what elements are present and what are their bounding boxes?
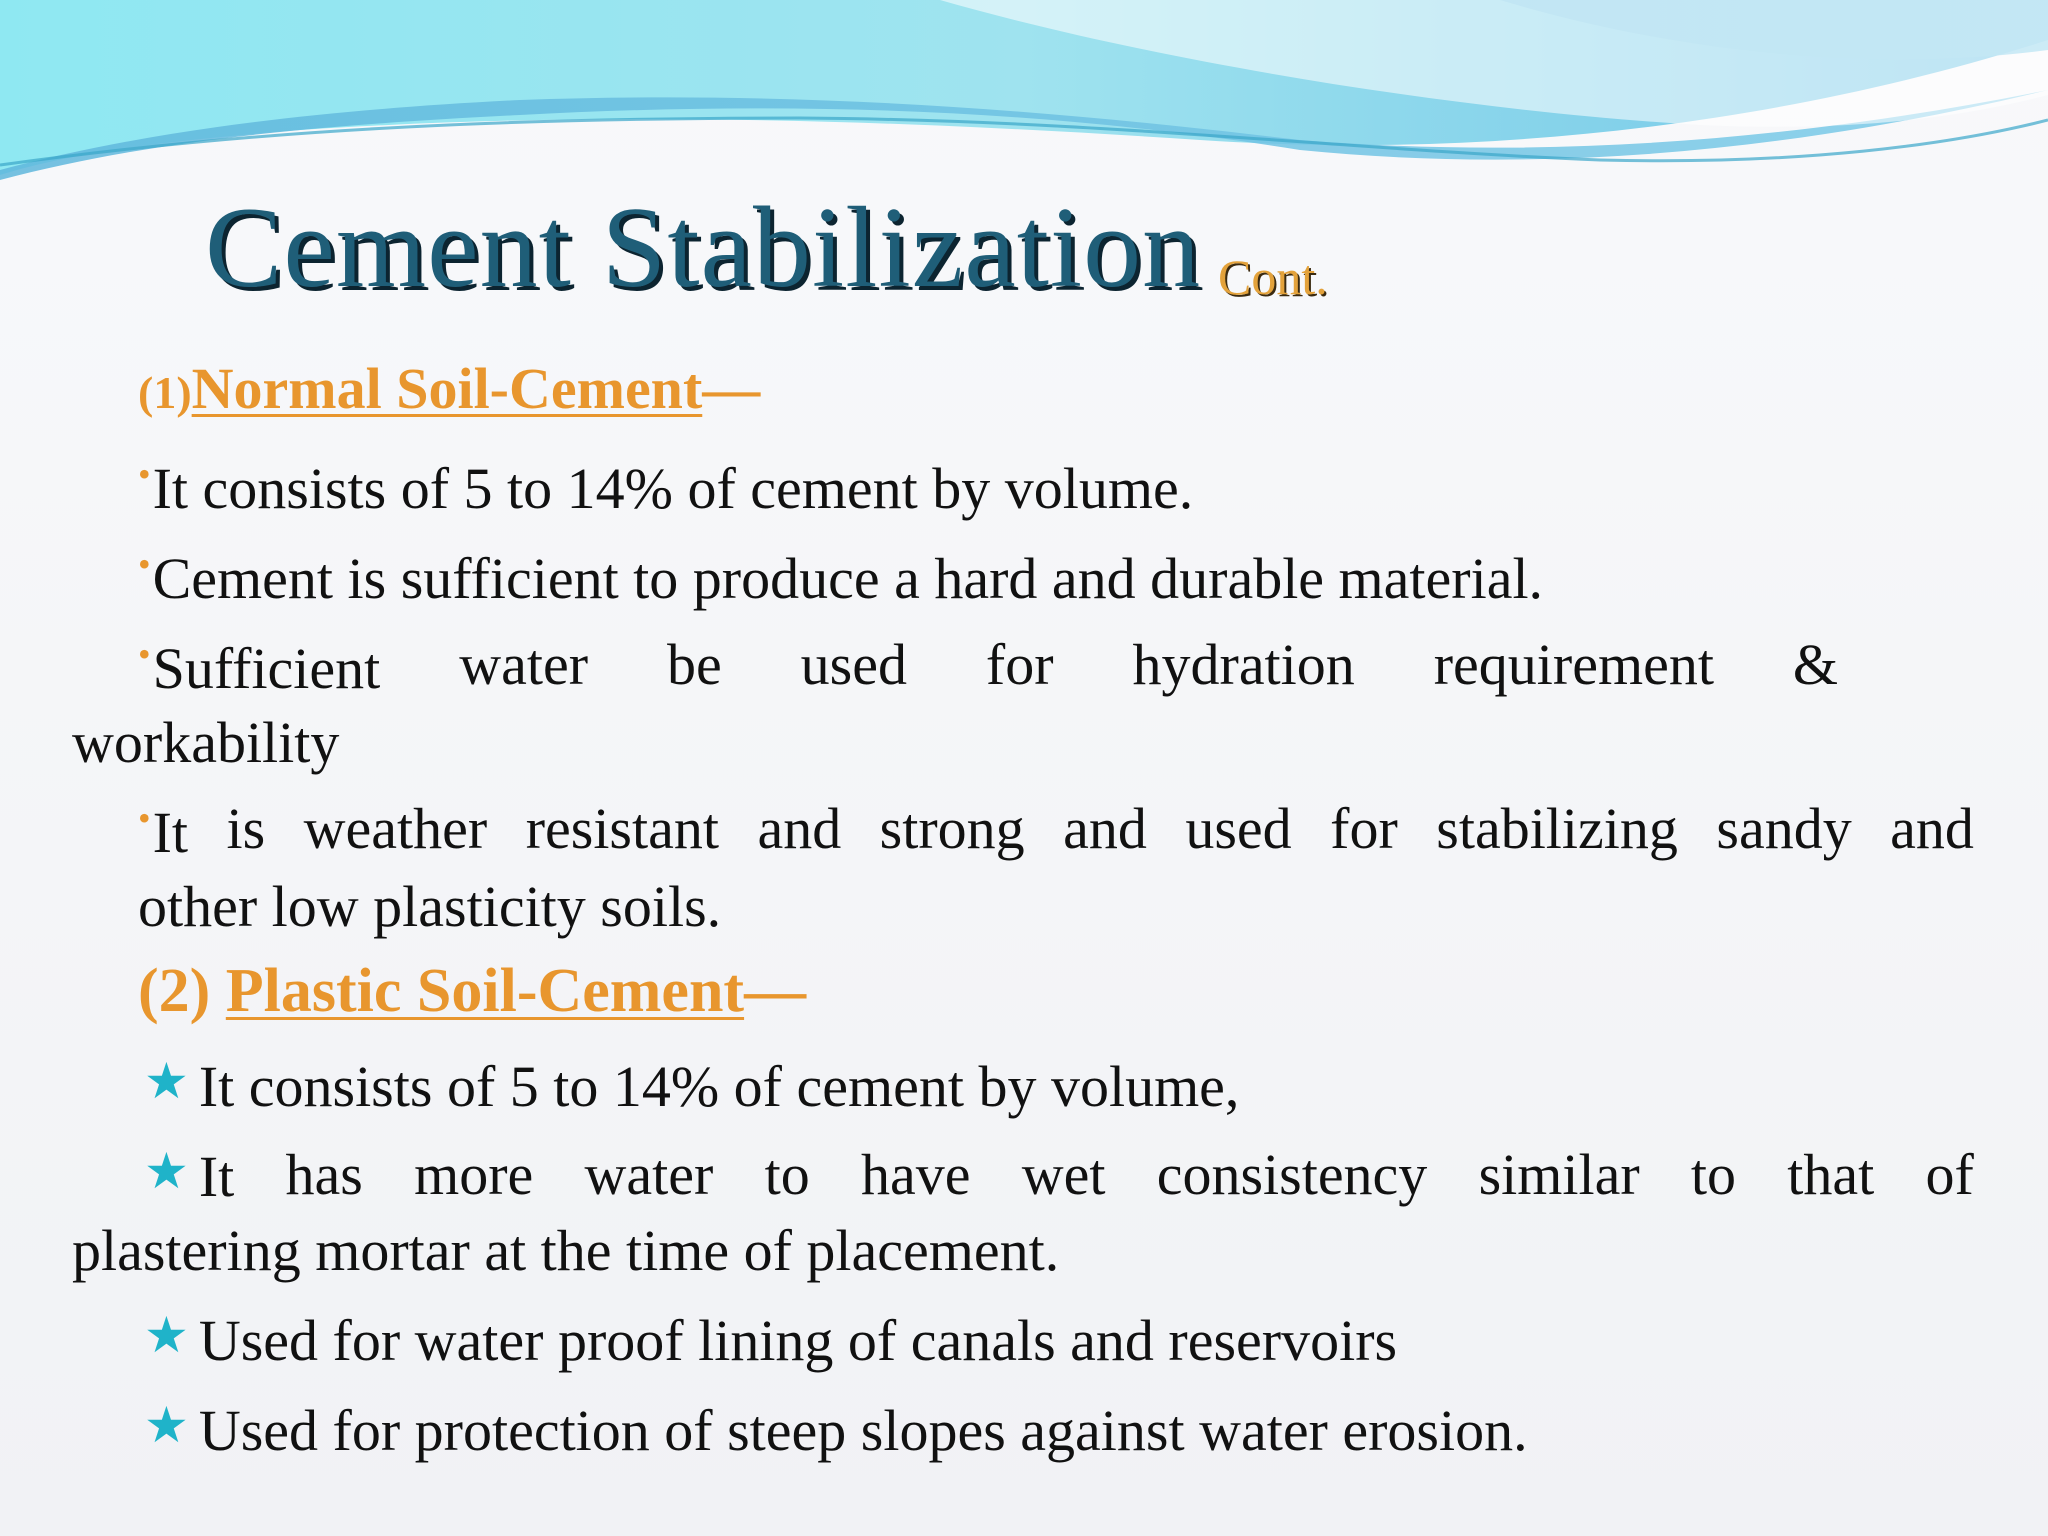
section-1-title: Normal Soil-Cement xyxy=(191,356,703,421)
justified-line: ★ It has more water to have wet consistency similar to that of xyxy=(144,1142,1974,1209)
star-icon: ★ xyxy=(144,1307,189,1363)
justified-line: •Sufficient water be used for hydration requirement & xyxy=(138,632,1838,701)
wrapped-text: workability xyxy=(72,710,340,775)
list-item: ★ It consists of 5 to 14% of cement by volume, xyxy=(144,1053,1240,1119)
list-item xyxy=(72,632,1838,775)
wrapped-text: plastering mortar at the time of placement. xyxy=(72,1218,1060,1283)
list-item xyxy=(72,1142,1974,1283)
section-2-title: Plastic Soil-Cement xyxy=(225,957,745,1025)
section-1-heading xyxy=(138,356,761,421)
slide-title-suffix: Cont. xyxy=(1218,249,1328,305)
star-icon: ★ xyxy=(144,1397,189,1453)
wrapped-text: other low plasticity soils. xyxy=(138,874,722,939)
star-icon: ★ xyxy=(144,1053,189,1109)
list-item xyxy=(138,796,1974,939)
star-icon: ★ xyxy=(144,1143,189,1199)
list-item: •It consists of 5 to 14% of cement by volume. xyxy=(138,454,1194,521)
orange-dot-icon: • xyxy=(138,544,151,584)
section-2-number: (2) xyxy=(138,957,211,1025)
orange-dot-icon: • xyxy=(138,634,151,674)
slide-title: Cement Stabilization xyxy=(205,184,1202,312)
section-1-number: (1) xyxy=(138,367,192,418)
section-2-dash: — xyxy=(744,957,807,1025)
section-1-dash: — xyxy=(702,356,761,421)
orange-dot-icon: • xyxy=(138,454,151,494)
justified-line: •It is weather resistant and strong and used for stabilizing sandy and xyxy=(138,796,1974,865)
orange-dot-icon: • xyxy=(138,798,151,838)
section-2-heading xyxy=(138,957,807,1025)
list-item: ★ Used for water proof lining of canals and reservoirs xyxy=(144,1307,1398,1373)
list-item: •Cement is sufficient to produce a hard and durable material. xyxy=(138,544,1544,611)
list-item: ★ Used for protection of steep slopes against water erosion. xyxy=(144,1397,1528,1463)
